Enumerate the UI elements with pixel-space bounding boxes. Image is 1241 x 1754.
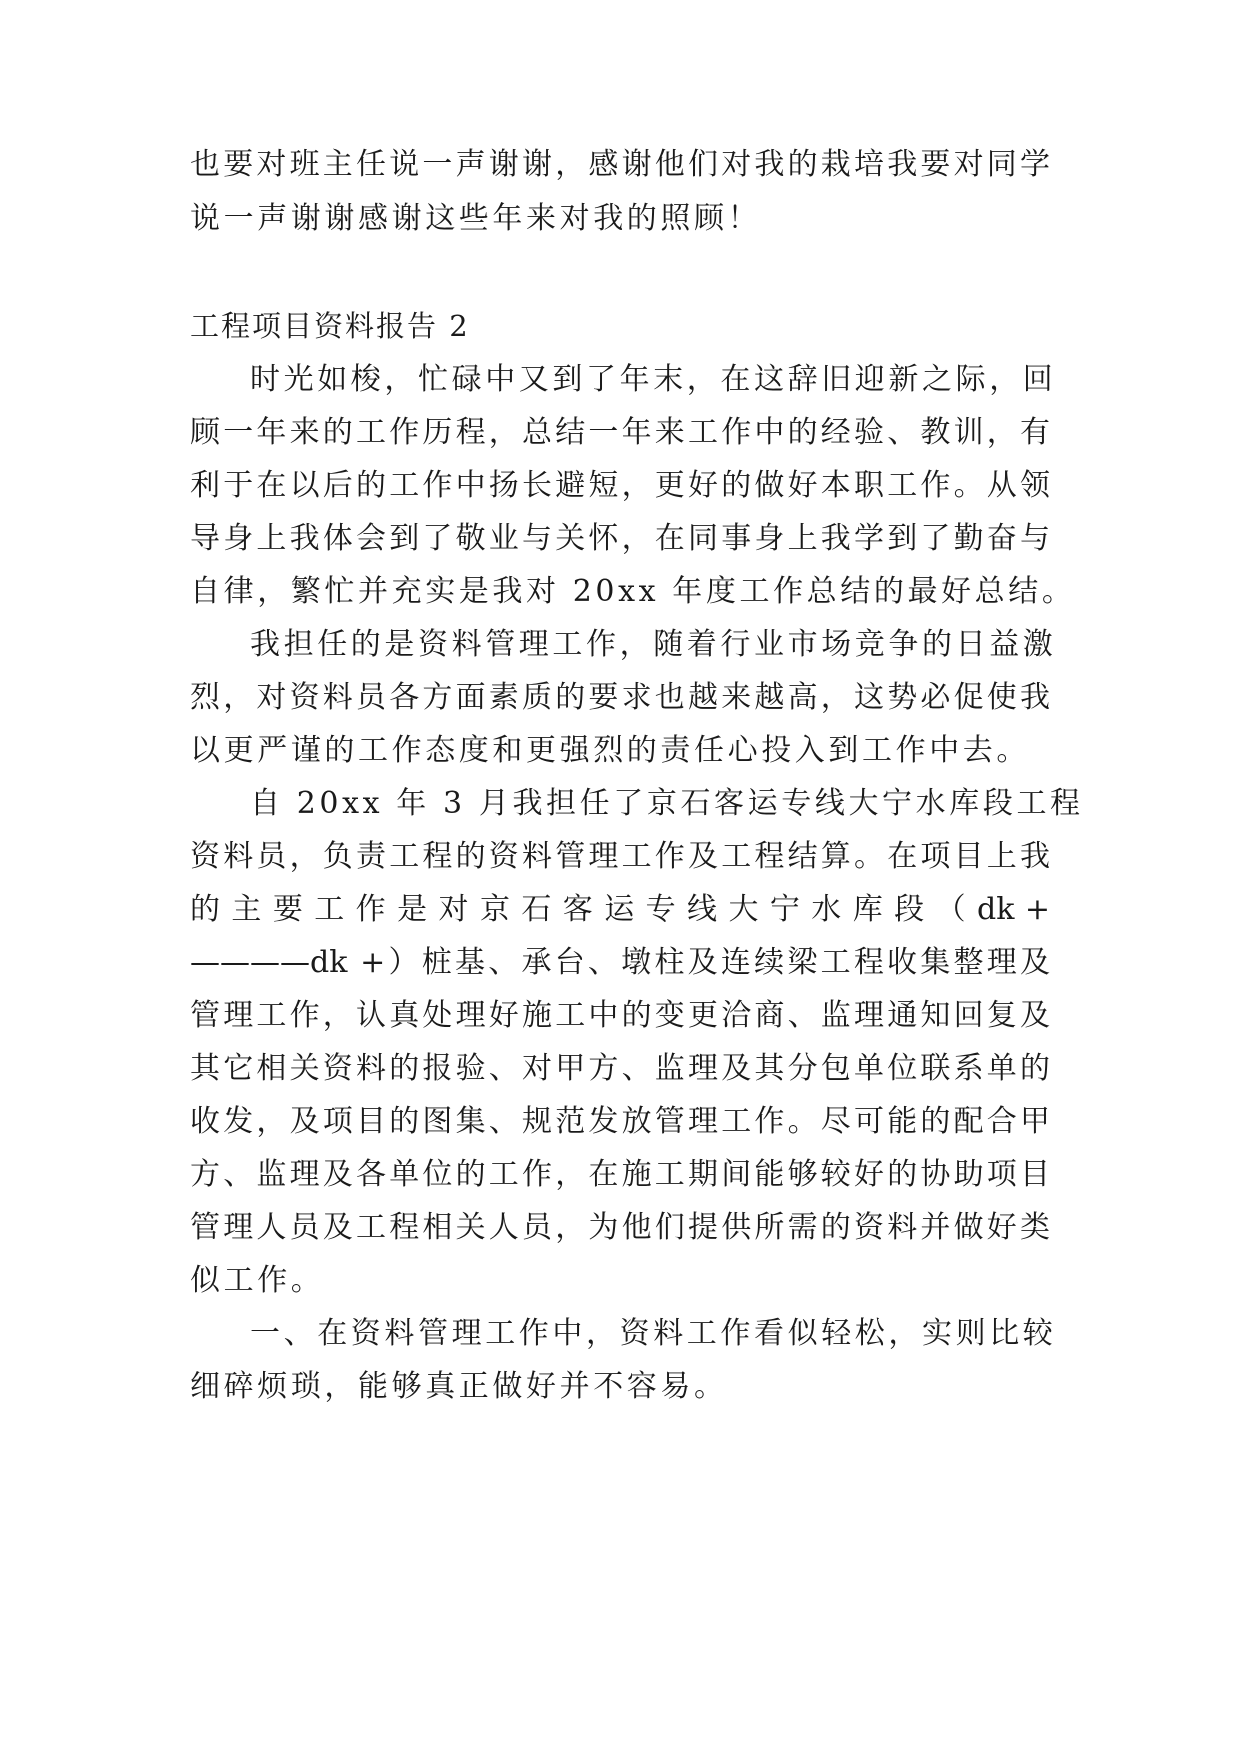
paragraph-3-line-6: 其它相关资料的报验、对甲方、监理及其分包单位联系单的	[190, 1051, 1050, 1086]
paragraph-3-line-2: 资料员，负责工程的资料管理工作及工程结算。在项目上我	[190, 839, 1050, 874]
paragraph-3-line-3: 的 主 要 工 作 是 对 京 石 客 运 专 线 大 宁 水 库 段 （ dk +	[190, 892, 1050, 927]
paragraph-3-line-9: 管理人员及工程相关人员，为他们提供所需的资料并做好类	[190, 1210, 1050, 1245]
paragraph-3-line-7: 收发，及项目的图集、规范发放管理工作。尽可能的配合甲	[190, 1104, 1050, 1139]
intro-line-1: 也要对班主任说一声谢谢，感谢他们对我的栽培我要对同学	[190, 147, 1050, 182]
paragraph-2-line-2: 烈，对资料员各方面素质的要求也越来越高，这势必促使我	[190, 680, 1050, 715]
paragraph-1-line-3: 利于在以后的工作中扬长避短，更好的做好本职工作。从领	[190, 468, 1050, 503]
paragraph-1-line-2: 顾一年来的工作历程，总结一年来工作中的经验、教训，有	[190, 415, 1050, 450]
paragraph-1-line-1: 时光如梭，忙碌中又到了年末，在这辞旧迎新之际，回	[250, 362, 1057, 397]
paragraph-2-line-1: 我担任的是资料管理工作，随着行业市场竞争的日益激	[250, 627, 1057, 662]
paragraph-1-line-5: 自律，繁忙并充实是我对 20xx 年度工作总结的最好总结。	[190, 574, 1076, 609]
paragraph-3-line-1: 自 20xx 年 3 月我担任了京石客运专线大宁水库段工程	[250, 786, 1084, 821]
document-page	[190, 0, 1084, 1754]
paragraph-3-line-5: 管理工作，认真处理好施工中的变更洽商、监理通知回复及	[190, 998, 1050, 1033]
paragraph-3-line-8: 方、监理及各单位的工作，在施工期间能够较好的协助项目	[190, 1157, 1050, 1192]
intro-line-2: 说一声谢谢感谢这些年来对我的照顾！	[190, 201, 762, 236]
paragraph-1-line-4: 导身上我体会到了敬业与关怀，在同事身上我学到了勤奋与	[190, 521, 1050, 556]
paragraph-4-line-1: 一、在资料管理工作中，资料工作看似轻松，实则比较	[250, 1316, 1057, 1351]
paragraph-3-line-4: ————dk +）桩基、承台、墩柱及连续梁工程收集整理及	[190, 945, 1050, 980]
paragraph-2-line-3: 以更严谨的工作态度和更强烈的责任心投入到工作中去。	[190, 733, 1030, 768]
section-title: 工程项目资料报告 2	[190, 309, 470, 343]
paragraph-3-line-10: 似工作。	[190, 1263, 325, 1298]
paragraph-4-line-2: 细碎烦琐，能够真正做好并不容易。	[190, 1369, 728, 1404]
